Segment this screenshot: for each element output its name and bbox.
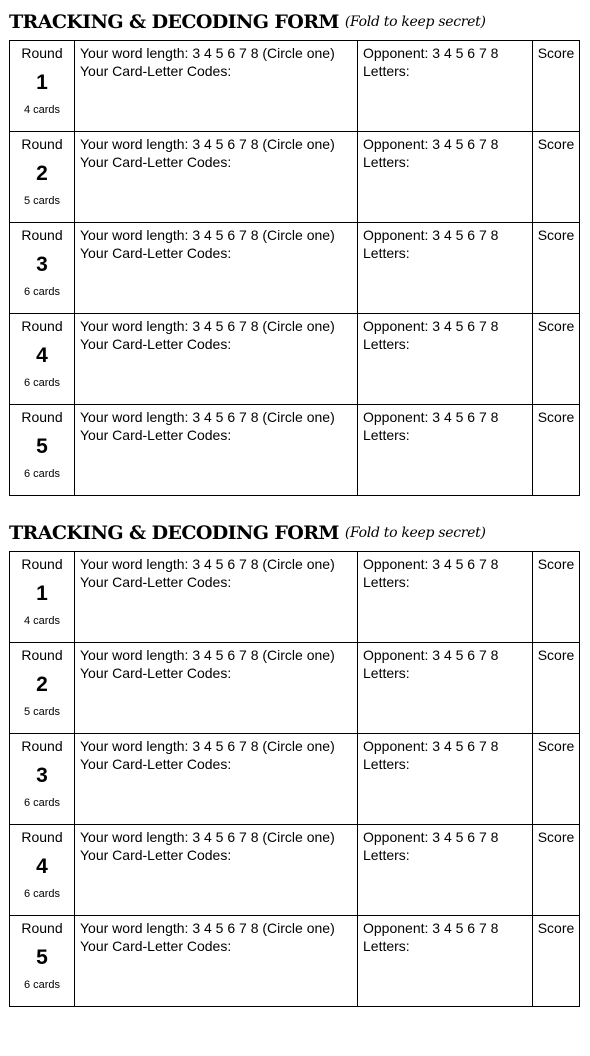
round-cell	[10, 132, 75, 223]
word-length-cell[interactable]	[75, 552, 358, 643]
form-header	[9, 515, 579, 551]
tracking-form-top	[9, 4, 579, 496]
round-cell	[10, 734, 75, 825]
round-label: Round	[21, 227, 63, 243]
card-letter-codes-label: Your Card-Letter Codes:	[80, 574, 232, 590]
word-length-prompt: Your word length: 3 4 5 6 7 8 (Circle one)	[80, 556, 335, 572]
card-letter-codes-label: Your Card-Letter Codes:	[80, 154, 232, 170]
card-letter-codes-label: Your Card-Letter Codes:	[80, 756, 232, 772]
opponent-cell[interactable]	[358, 223, 533, 314]
opponent-letters-label: Letters:	[363, 574, 410, 590]
round-cell	[10, 552, 75, 643]
score-label: Score	[537, 318, 575, 334]
score-label: Score	[537, 920, 575, 936]
round-card-count: 4 cards	[23, 615, 61, 627]
card-letter-codes-label: Your Card-Letter Codes:	[80, 938, 232, 954]
opponent-letters-label: Letters:	[363, 154, 410, 170]
form-title: TRACKING & DECODING FORM	[9, 522, 339, 544]
round-cell	[10, 41, 75, 132]
score-label: Score	[537, 556, 575, 572]
opponent-length-prompt: Opponent: 3 4 5 6 7 8	[363, 738, 499, 754]
tracking-table	[9, 40, 580, 496]
score-label: Score	[537, 227, 575, 243]
score-cell[interactable]	[533, 916, 580, 1007]
card-letter-codes-label: Your Card-Letter Codes:	[80, 245, 232, 261]
round-row	[10, 41, 580, 132]
word-length-prompt: Your word length: 3 4 5 6 7 8 (Circle one)	[80, 920, 335, 936]
round-label: Round	[21, 136, 63, 152]
opponent-letters-label: Letters:	[363, 938, 410, 954]
round-row	[10, 643, 580, 734]
score-cell[interactable]	[533, 552, 580, 643]
round-label: Round	[21, 647, 63, 663]
round-number: 4	[36, 855, 48, 878]
round-row	[10, 916, 580, 1007]
score-label: Score	[537, 829, 575, 845]
score-cell[interactable]	[533, 734, 580, 825]
score-cell[interactable]	[533, 405, 580, 496]
opponent-length-prompt: Opponent: 3 4 5 6 7 8	[363, 920, 499, 936]
card-letter-codes-label: Your Card-Letter Codes:	[80, 63, 232, 79]
word-length-prompt: Your word length: 3 4 5 6 7 8 (Circle one)	[80, 829, 335, 845]
round-number: 5	[36, 435, 48, 458]
score-cell[interactable]	[533, 132, 580, 223]
card-letter-codes-label: Your Card-Letter Codes:	[80, 336, 232, 352]
round-number: 1	[36, 71, 48, 94]
round-card-count: 6 cards	[23, 888, 61, 900]
word-length-cell[interactable]	[75, 223, 358, 314]
round-row	[10, 314, 580, 405]
round-label: Round	[21, 556, 63, 572]
opponent-cell[interactable]	[358, 916, 533, 1007]
opponent-cell[interactable]	[358, 41, 533, 132]
opponent-length-prompt: Opponent: 3 4 5 6 7 8	[363, 227, 499, 243]
score-cell[interactable]	[533, 825, 580, 916]
word-length-prompt: Your word length: 3 4 5 6 7 8 (Circle one)	[80, 136, 335, 152]
round-number: 4	[36, 344, 48, 367]
opponent-length-prompt: Opponent: 3 4 5 6 7 8	[363, 409, 499, 425]
form-title: TRACKING & DECODING FORM	[9, 11, 339, 33]
opponent-cell[interactable]	[358, 825, 533, 916]
card-letter-codes-label: Your Card-Letter Codes:	[80, 665, 232, 681]
round-card-count: 6 cards	[23, 797, 61, 809]
round-label: Round	[21, 409, 63, 425]
opponent-cell[interactable]	[358, 405, 533, 496]
opponent-length-prompt: Opponent: 3 4 5 6 7 8	[363, 647, 499, 663]
word-length-cell[interactable]	[75, 41, 358, 132]
word-length-cell[interactable]	[75, 643, 358, 734]
word-length-prompt: Your word length: 3 4 5 6 7 8 (Circle one)	[80, 647, 335, 663]
round-card-count: 6 cards	[23, 468, 61, 480]
round-card-count: 5 cards	[23, 195, 61, 207]
form-title-note: (Fold to keep secret)	[344, 525, 486, 541]
opponent-length-prompt: Opponent: 3 4 5 6 7 8	[363, 556, 499, 572]
word-length-cell[interactable]	[75, 916, 358, 1007]
opponent-cell[interactable]	[358, 132, 533, 223]
opponent-letters-label: Letters:	[363, 427, 410, 443]
word-length-cell[interactable]	[75, 132, 358, 223]
round-row	[10, 825, 580, 916]
opponent-length-prompt: Opponent: 3 4 5 6 7 8	[363, 829, 499, 845]
word-length-prompt: Your word length: 3 4 5 6 7 8 (Circle one)	[80, 227, 335, 243]
round-row	[10, 734, 580, 825]
word-length-cell[interactable]	[75, 734, 358, 825]
word-length-cell[interactable]	[75, 314, 358, 405]
opponent-length-prompt: Opponent: 3 4 5 6 7 8	[363, 136, 499, 152]
opponent-letters-label: Letters:	[363, 756, 410, 772]
round-cell	[10, 825, 75, 916]
round-number: 3	[36, 764, 48, 787]
round-number: 2	[36, 673, 48, 696]
round-label: Round	[21, 318, 63, 334]
score-label: Score	[537, 738, 575, 754]
round-label: Round	[21, 45, 63, 61]
opponent-letters-label: Letters:	[363, 847, 410, 863]
word-length-cell[interactable]	[75, 405, 358, 496]
round-cell	[10, 643, 75, 734]
word-length-prompt: Your word length: 3 4 5 6 7 8 (Circle one)	[80, 45, 335, 61]
round-row	[10, 405, 580, 496]
opponent-letters-label: Letters:	[363, 665, 410, 681]
score-cell[interactable]	[533, 643, 580, 734]
score-label: Score	[537, 409, 575, 425]
round-number: 5	[36, 946, 48, 969]
round-row	[10, 132, 580, 223]
round-cell	[10, 916, 75, 1007]
round-card-count: 6 cards	[23, 286, 61, 298]
form-header	[9, 4, 579, 40]
round-number: 2	[36, 162, 48, 185]
round-card-count: 6 cards	[23, 377, 61, 389]
round-row	[10, 223, 580, 314]
tracking-table	[9, 551, 580, 1007]
round-card-count: 5 cards	[23, 706, 61, 718]
opponent-cell[interactable]	[358, 734, 533, 825]
word-length-cell[interactable]	[75, 825, 358, 916]
score-label: Score	[537, 647, 575, 663]
score-cell[interactable]	[533, 223, 580, 314]
round-card-count: 6 cards	[23, 979, 61, 991]
form-title-note: (Fold to keep secret)	[344, 14, 486, 30]
round-cell	[10, 314, 75, 405]
round-number: 1	[36, 582, 48, 605]
score-cell[interactable]	[533, 41, 580, 132]
opponent-cell[interactable]	[358, 314, 533, 405]
opponent-length-prompt: Opponent: 3 4 5 6 7 8	[363, 45, 499, 61]
round-cell	[10, 405, 75, 496]
card-letter-codes-label: Your Card-Letter Codes:	[80, 847, 232, 863]
word-length-prompt: Your word length: 3 4 5 6 7 8 (Circle one)	[80, 738, 335, 754]
round-cell	[10, 223, 75, 314]
round-label: Round	[21, 738, 63, 754]
opponent-cell[interactable]	[358, 552, 533, 643]
opponent-letters-label: Letters:	[363, 245, 410, 261]
round-row	[10, 552, 580, 643]
score-label: Score	[537, 45, 575, 61]
opponent-length-prompt: Opponent: 3 4 5 6 7 8	[363, 318, 499, 334]
word-length-prompt: Your word length: 3 4 5 6 7 8 (Circle one)	[80, 318, 335, 334]
round-label: Round	[21, 920, 63, 936]
opponent-letters-label: Letters:	[363, 336, 410, 352]
card-letter-codes-label: Your Card-Letter Codes:	[80, 427, 232, 443]
opponent-cell[interactable]	[358, 643, 533, 734]
score-label: Score	[537, 136, 575, 152]
round-label: Round	[21, 829, 63, 845]
score-cell[interactable]	[533, 314, 580, 405]
round-card-count: 4 cards	[23, 104, 61, 116]
round-number: 3	[36, 253, 48, 276]
opponent-letters-label: Letters:	[363, 63, 410, 79]
tracking-form-bottom	[9, 515, 579, 1007]
word-length-prompt: Your word length: 3 4 5 6 7 8 (Circle one)	[80, 409, 335, 425]
